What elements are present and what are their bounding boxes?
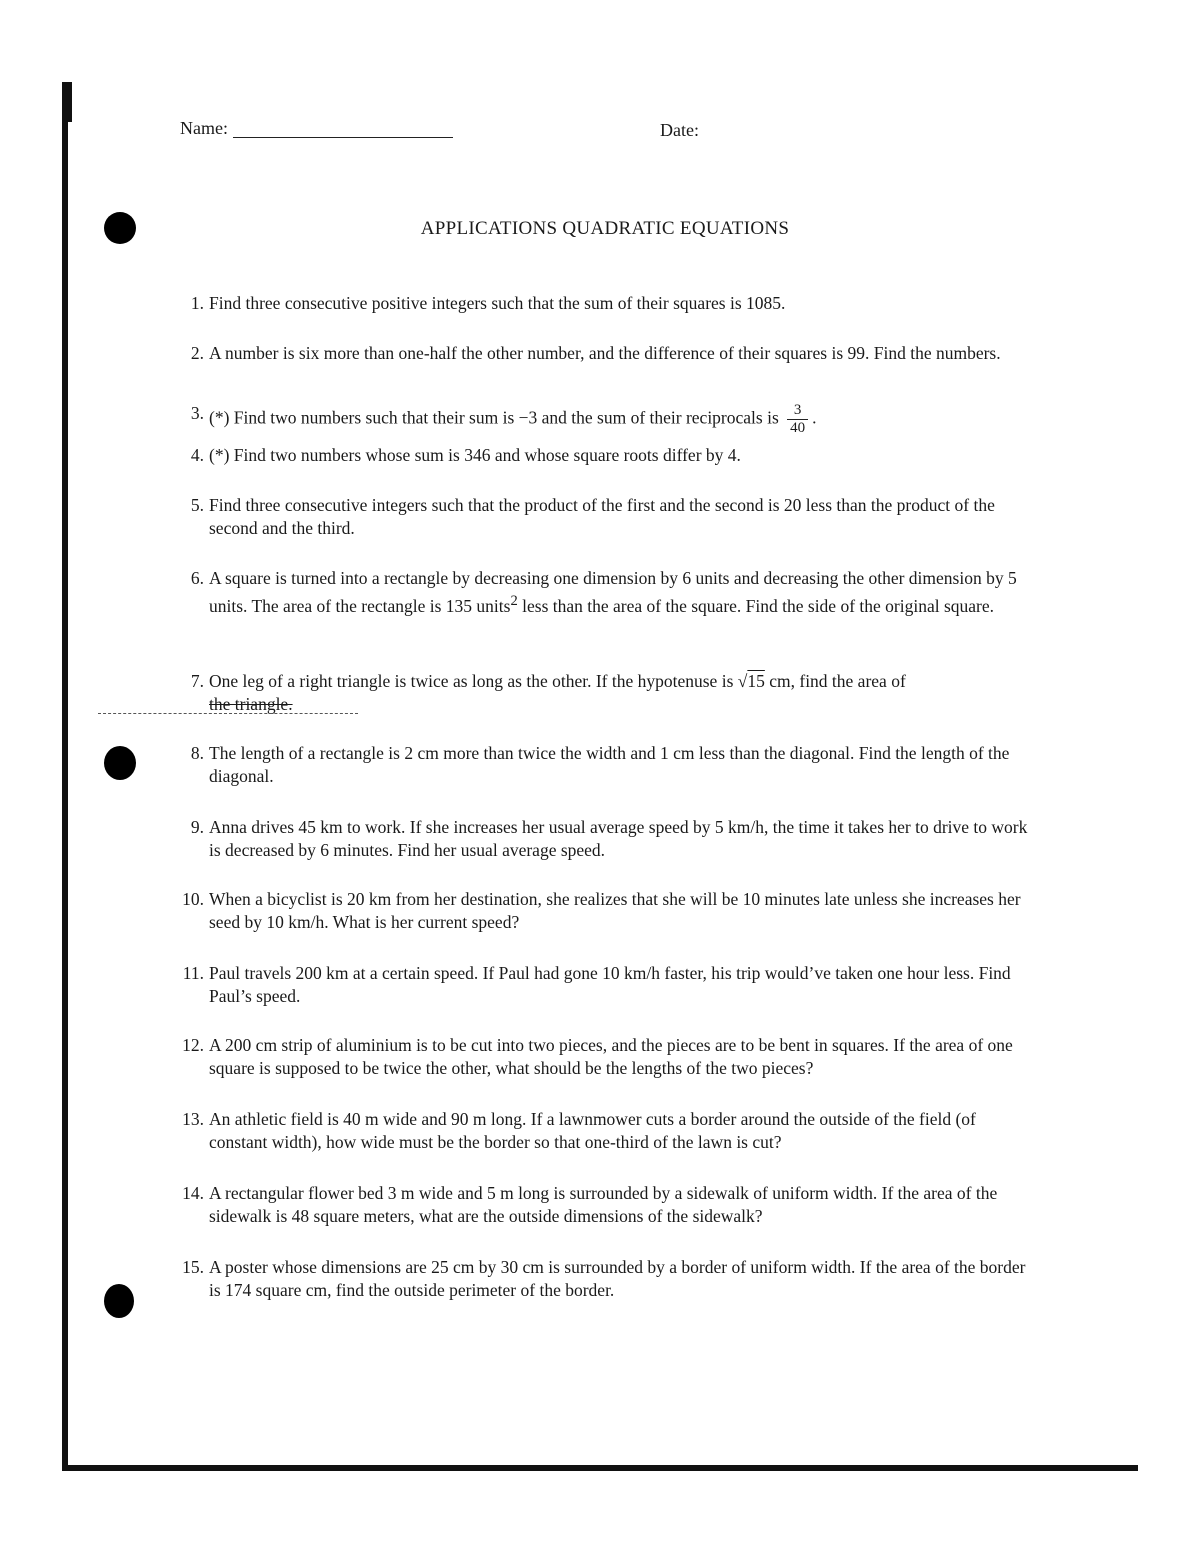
problem-item — [176, 816, 1036, 862]
problem-item — [176, 494, 1036, 540]
radicand: 15 — [747, 671, 765, 691]
problem-number: 9. — [190, 817, 204, 837]
problem-number: 3. — [190, 403, 204, 423]
problem-text-part: A square is turned into a rectangle by decreasing one dimension by 6 units and decreasing the other dimension by 5 units. The area of the rectangle is 135 units — [209, 568, 1017, 616]
problem-number: 12. — [182, 1035, 204, 1055]
problem-number: 15. — [182, 1257, 204, 1277]
problem-number: 4. — [190, 445, 204, 465]
problem-text: Find three consecutive integers such that the product of the first and the second is 20 less than the product of the second and the third. — [209, 495, 995, 538]
problem-item — [176, 1256, 1036, 1302]
problem-item — [176, 567, 1036, 618]
superscript: 2 — [510, 593, 518, 609]
problem-text — [209, 402, 1036, 437]
problem-number: 6. — [190, 568, 204, 588]
name-label: Name: — [180, 118, 228, 138]
problem-text: A 200 cm strip of aluminium is to be cut into two pieces, and the pieces are to be bent in squares. If the area of one square is supposed to be twice the other, what should be the lengths of the two pieces? — [209, 1035, 1013, 1078]
scan-left-border-mark — [62, 82, 72, 122]
problem-text: An athletic field is 40 m wide and 90 m long. If a lawnmower cuts a border around the outside of the field (of constant width), how wide must be the border so that one-third of the lawn is cut? — [209, 1109, 976, 1152]
problem-text: (*) Find two numbers whose sum is 346 and whose square roots differ by 4. — [209, 445, 741, 465]
binder-hole — [104, 746, 136, 780]
problem-item — [176, 444, 1036, 467]
problem-text: Find three consecutive positive integers such that the sum of their squares is 1085. — [209, 293, 786, 313]
problem-number: 13. — [182, 1109, 204, 1129]
problem-text: A rectangular flower bed 3 m wide and 5 m long is surrounded by a sidewalk of uniform width. If the area of the sidewalk is 48 square meters, what are the outside dimensions of the sidewalk? — [209, 1183, 998, 1226]
date-label: Date: — [660, 120, 699, 140]
problem-number: 5. — [190, 495, 204, 515]
fraction-numerator: 3 — [787, 402, 808, 420]
problem-item — [176, 1108, 1036, 1154]
dashed-mark — [98, 713, 358, 715]
problem-text: A poster whose dimensions are 25 cm by 30 cm is surrounded by a border of uniform width. If the area of the border is 174 square cm, find the outside perimeter of the border. — [209, 1257, 1026, 1300]
name-field-line[interactable] — [233, 137, 453, 138]
problem-text: The length of a rectangle is 2 cm more than twice the width and 1 cm less than the diagonal. Find the length of the diagonal. — [209, 743, 1010, 786]
scan-bottom-border — [62, 1465, 1138, 1471]
problem-item — [176, 292, 1036, 315]
binder-hole — [104, 1284, 134, 1318]
problem-item — [176, 342, 1036, 365]
problem-number: 10. — [182, 889, 204, 909]
problem-item — [176, 402, 1036, 437]
problem-text — [209, 567, 1036, 618]
problem-text: Paul travels 200 km at a certain speed. If Paul had gone 10 km/h faster, his trip would’ve taken one hour less. Find Paul’s speed. — [209, 963, 1011, 1006]
problem-number: 8. — [190, 743, 204, 763]
scan-left-border — [62, 82, 68, 1470]
problem-text: Anna drives 45 km to work. If she increases her usual average speed by 5 km/h, the time it takes her to drive to work is decreased by 6 minutes. Find her usual average speed. — [209, 817, 1028, 860]
problem-item — [176, 888, 1036, 934]
problem-text — [209, 670, 1036, 716]
problem-number: 2. — [190, 343, 204, 363]
problem-item — [176, 1034, 1036, 1080]
fraction — [787, 402, 808, 437]
problem-text-end: . — [812, 407, 817, 428]
problem-number: 14. — [182, 1183, 204, 1203]
problem-number: 7. — [190, 671, 204, 691]
page-title: APPLICATIONS QUADRATIC EQUATIONS — [420, 218, 790, 239]
problem-number: 11. — [182, 963, 204, 983]
problem-text-main: (*) Find two numbers such that their sum is −3 and the sum of their reciprocals is — [209, 407, 779, 428]
fraction-denominator: 40 — [790, 420, 806, 436]
problem-text-part: cm, find the area of — [764, 671, 906, 691]
problem-number: 1. — [190, 293, 204, 313]
problem-item — [176, 742, 1036, 788]
problem-text: A number is six more than one-half the other number, and the difference of their squares is 99. Find the numbers. — [209, 343, 1001, 363]
problem-text: When a bicyclist is 20 km from her destination, she realizes that she will be 10 minutes late unless she increases her seed by 10 km/h. What is her current speed? — [209, 889, 1021, 932]
problem-item — [176, 962, 1036, 1008]
problem-text-part: One leg of a right triangle is twice as long as the other. If the hypotenuse is √ — [209, 671, 748, 691]
problem-item — [176, 1182, 1036, 1228]
problem-text-part: less than the area of the square. Find the side of the original square. — [517, 595, 995, 616]
problem-item — [176, 670, 1036, 716]
problem-text-struck: the triangle. — [209, 694, 293, 714]
